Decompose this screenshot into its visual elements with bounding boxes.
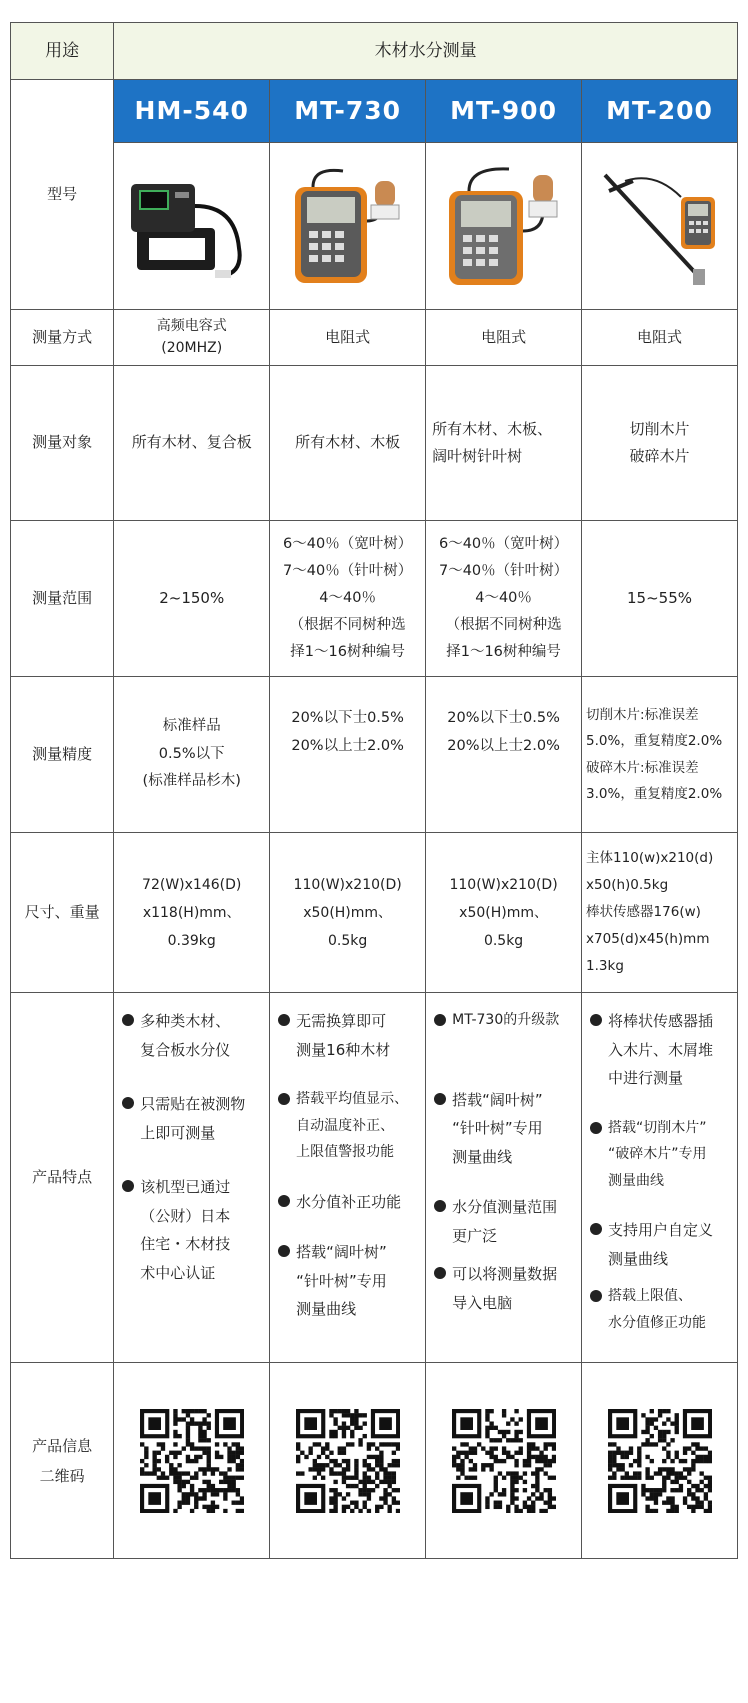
mt200-device-icon	[595, 161, 725, 291]
feature-text: 搭载平均值显示、 自动温度补正、 上限值警报功能	[296, 1091, 409, 1161]
method-cell: 电阻式	[582, 310, 738, 366]
feature-item	[434, 1193, 577, 1250]
purpose-title: 木材水分测量	[114, 23, 738, 80]
bullet-icon	[434, 1014, 446, 1026]
range-row	[11, 521, 738, 677]
target-cell: 切削木片 破碎木片	[582, 366, 738, 521]
feature-item	[434, 1007, 577, 1034]
accuracy-cell: 20%以下士0.5% 20%以上士2.0%	[270, 677, 426, 833]
size-label: 尺寸、重量	[11, 833, 114, 993]
target-row	[11, 366, 738, 521]
method-label: 测量方式	[11, 310, 114, 366]
qr-cell-3	[582, 1363, 738, 1559]
features-row	[11, 993, 738, 1363]
features-label: 产品特点	[11, 993, 114, 1363]
range-cell: 6～40％（宽叶树） 7～40％（针叶树） 4～40％ （根据不同树种选 择1～16树种编号	[270, 521, 426, 677]
hm540-device-icon	[127, 166, 257, 286]
target-cell: 所有木材、木板	[270, 366, 426, 521]
feature-item	[434, 1260, 577, 1317]
product-photo-hm540	[114, 143, 270, 310]
feature-item	[278, 1188, 421, 1217]
qr-label: 产品信息 二维码	[11, 1363, 114, 1559]
size-row	[11, 833, 738, 993]
mt730-device-icon	[283, 161, 413, 291]
qr-code-icon[interactable]	[296, 1409, 400, 1513]
model-label: 型号	[11, 80, 114, 310]
feature-item	[434, 1086, 577, 1172]
bullet-icon	[434, 1093, 446, 1105]
bullet-icon	[278, 1093, 290, 1105]
features-cell-2	[426, 993, 582, 1363]
product-image-row	[11, 143, 738, 310]
bullet-icon	[278, 1195, 290, 1207]
header-row	[11, 23, 738, 80]
range-cell: 2~150%	[114, 521, 270, 677]
purpose-label: 用途	[11, 23, 114, 80]
feature-item	[590, 1283, 733, 1336]
bullet-icon	[278, 1245, 290, 1257]
feature-text: 无需换算即可 测量16种木材	[296, 1012, 391, 1059]
qr-cell-1	[270, 1363, 426, 1559]
accuracy-cell: 20%以下士0.5% 20%以上士2.0%	[426, 677, 582, 833]
size-cell: 110(W)x210(D) x50(H)mm、 0.5kg	[270, 833, 426, 993]
qr-row	[11, 1363, 738, 1559]
feature-item	[278, 1238, 421, 1324]
feature-item	[122, 1007, 265, 1064]
range-label: 测量范围	[11, 521, 114, 677]
target-cell: 所有木材、木板、 阔叶树针叶树	[426, 366, 582, 521]
bullet-icon	[278, 1014, 290, 1026]
qr-code-icon[interactable]	[608, 1409, 712, 1513]
bullet-icon	[122, 1180, 134, 1192]
feature-item	[122, 1090, 265, 1147]
method-row	[11, 310, 738, 366]
feature-item	[590, 1216, 733, 1273]
bullet-icon	[590, 1290, 602, 1302]
features-cell-3	[582, 993, 738, 1363]
feature-text: 搭载“阔叶树” “针叶树”专用 测量曲线	[452, 1090, 543, 1166]
bullet-icon	[434, 1267, 446, 1279]
bullet-icon	[590, 1014, 602, 1026]
model-name: MT-200	[582, 80, 738, 143]
feature-text: 多种类木材、 复合板水分仪	[140, 1012, 231, 1059]
feature-text: 搭载上限值、 水分值修正功能	[608, 1288, 707, 1331]
bullet-icon	[434, 1200, 446, 1212]
product-photo-mt730	[270, 143, 426, 310]
method-cell: 高频电容式 (20MHZ)	[114, 310, 270, 366]
bullet-icon	[590, 1223, 602, 1235]
feature-item	[590, 1007, 733, 1093]
accuracy-row	[11, 677, 738, 833]
model-name: MT-730	[270, 80, 426, 143]
range-cell: 15~55%	[582, 521, 738, 677]
feature-item	[590, 1115, 733, 1195]
accuracy-label: 测量精度	[11, 677, 114, 833]
size-cell: 主体110(w)x210(d) x50(h)0.5kg 棒状传感器176(w) x705(d)x45(h)mm 1.3kg	[582, 833, 738, 993]
bullet-icon	[590, 1122, 602, 1134]
qr-code-icon[interactable]	[452, 1409, 556, 1513]
spec-table-container	[10, 22, 738, 1559]
features-cell-1	[270, 993, 426, 1363]
spec-table	[10, 22, 738, 1559]
model-name: MT-900	[426, 80, 582, 143]
qr-code-icon[interactable]	[140, 1409, 244, 1513]
feature-text: 将棒状传感器插 入木片、木屑堆 中进行测量	[608, 1012, 714, 1087]
feature-text: 水分值补正功能	[296, 1192, 402, 1211]
model-row	[11, 80, 738, 143]
features-cell-0	[114, 993, 270, 1363]
feature-item	[278, 1086, 421, 1166]
feature-text: 该机型已通过 （公财）日本 住宅・木材技 术中心认证	[140, 1178, 231, 1282]
mt900-device-icon	[439, 161, 569, 291]
feature-text: 支持用户自定义 测量曲线	[608, 1221, 714, 1268]
method-cell: 电阻式	[426, 310, 582, 366]
target-cell: 所有木材、复合板	[114, 366, 270, 521]
qr-cell-2	[426, 1363, 582, 1559]
target-label: 测量对象	[11, 366, 114, 521]
product-photo-mt900	[426, 143, 582, 310]
bullet-icon	[122, 1014, 134, 1026]
feature-text: 水分值测量范围 更广泛	[452, 1198, 558, 1245]
feature-text: 搭载“阔叶树” “针叶树”专用 测量曲线	[296, 1243, 387, 1319]
feature-text: MT-730的升级款	[452, 1012, 560, 1028]
feature-item	[278, 1007, 421, 1064]
feature-text: 搭载“切削木片” “破碎木片”专用 测量曲线	[608, 1119, 707, 1189]
feature-text: 只需贴在被测物 上即可测量	[140, 1095, 246, 1142]
product-photo-mt200	[582, 143, 738, 310]
model-name: HM-540	[114, 80, 270, 143]
feature-text: 可以将测量数据 导入电脑	[452, 1265, 558, 1312]
accuracy-cell: 标准样品 0.5%以下 (标准样品杉木)	[114, 677, 270, 833]
range-cell: 6～40％（宽叶树） 7～40％（针叶树） 4～40％ （根据不同树种选 择1～16树种编号	[426, 521, 582, 677]
feature-item	[122, 1173, 265, 1287]
size-cell: 72(W)x146(D) x118(H)mm、 0.39kg	[114, 833, 270, 993]
size-cell: 110(W)x210(D) x50(H)mm、 0.5kg	[426, 833, 582, 993]
bullet-icon	[122, 1097, 134, 1109]
accuracy-cell: 切削木片:标准误差 5.0%，重复精度2.0% 破碎木片:标准误差 3.0%，重复精度2.0%	[582, 677, 738, 833]
method-cell: 电阻式	[270, 310, 426, 366]
qr-cell-0	[114, 1363, 270, 1559]
